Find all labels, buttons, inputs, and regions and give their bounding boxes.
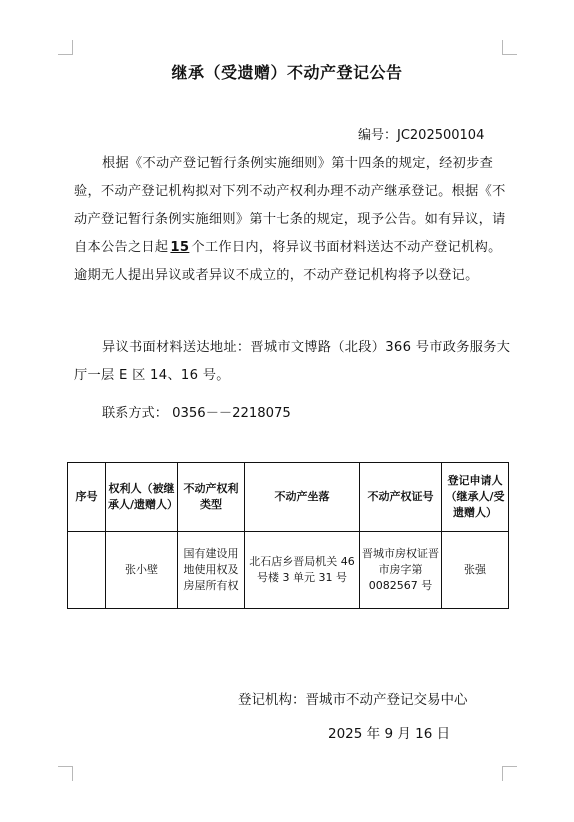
cell-seq	[68, 532, 106, 609]
page-title: 继承（受遗赠）不动产登记公告	[171, 63, 403, 82]
header-cert-no: 不动产权证号	[360, 463, 442, 532]
cell-right-type: 国有建设用地使用权及房屋所有权	[178, 532, 245, 609]
objection-days: 15	[170, 240, 190, 255]
cell-cert-no: 晋城市房权证晋市房字第 0082567 号	[360, 532, 442, 609]
notice-text-before: 根据《不动产登记暂行条例实施细则》第十四条的规定，经初步查验，不动产登记机构拟对下列不动产权利办理不动产继承登记。根据《不动产登记暂行条例实施细则》第十七条的规定，现予公告。如有异议，请自本公告之日起	[74, 156, 506, 255]
registration-table	[67, 462, 509, 609]
cell-location: 北石店乡晋局机关 46 号楼 3 单元 31 号	[245, 532, 360, 609]
registration-organization: 登记机构：晋城市不动产登记交易中心	[238, 692, 468, 708]
crop-mark-bottom-right	[502, 766, 517, 781]
header-holder: 权利人（被继承人/遗赠人）	[106, 463, 178, 532]
header-location: 不动产坐落	[245, 463, 360, 532]
cell-holder: 张小壁	[106, 532, 178, 609]
contact-line: 联系方式： 0356－－2218075	[102, 406, 291, 421]
notice-paragraph	[74, 150, 514, 290]
header-seq: 序号	[68, 463, 106, 532]
crop-mark-top-right	[502, 40, 517, 55]
crop-mark-bottom-left	[58, 766, 73, 781]
cell-applicant: 张强	[442, 532, 509, 609]
notice-text-after: 个工作日内，将异议书面材料送达不动产登记机构。逾期无人提出异议或者异议不成立的，不动产登记机构将予以登记。	[74, 240, 502, 283]
table-header-row	[68, 463, 509, 532]
address-paragraph: 异议书面材料送达地址：晋城市文博路（北段）366 号市政务服务大厅一层 E 区 14、16 号。	[74, 340, 511, 383]
notice-date: 2025 年 9 月 16 日	[328, 726, 451, 742]
header-right-type: 不动产权利类型	[178, 463, 245, 532]
document-number: 编号：JC202500104	[358, 128, 485, 143]
header-applicant: 登记申请人（继承人/受遗赠人）	[442, 463, 509, 532]
table-row	[68, 532, 509, 609]
crop-mark-top-left	[58, 40, 73, 55]
